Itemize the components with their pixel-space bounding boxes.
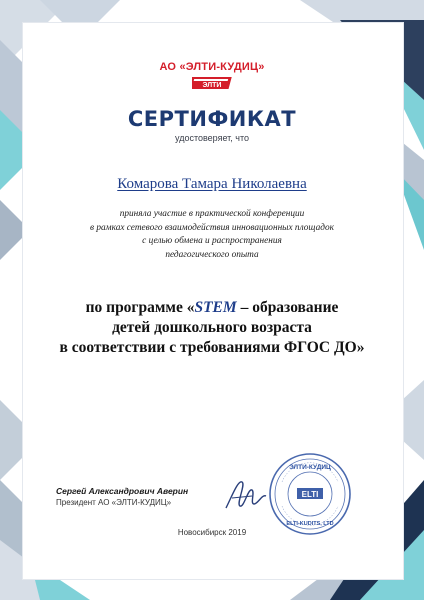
certificate-title: СЕРТИФИКАТ [127, 107, 297, 131]
recipient-name [0, 176, 424, 193]
program-line-1 [0, 298, 424, 318]
company-logo [192, 76, 232, 90]
company-seal [268, 452, 352, 536]
company-name: АО «ЭЛТИ-КУДИЦ» [159, 61, 265, 73]
description-line: приняла участие в практической конференции [119, 209, 305, 219]
logo-text: ЭЛТИ [202, 82, 222, 89]
description-line: педагогического опыта [165, 249, 259, 260]
program-line-2: детей дошкольного возраста [112, 319, 312, 336]
seal-logo-text: ELTI [301, 490, 319, 499]
seal-inner-text: ELTI-KUDITS, LTD [286, 521, 334, 527]
program-line1-rest: – образование [236, 299, 339, 316]
certificate-subtitle: удостоверяет, что [175, 133, 249, 143]
signer-position: Президент АО «ЭЛТИ-КУДИЦ» [56, 498, 172, 507]
city-year: Новосибирск 2019 [177, 528, 247, 537]
program-highlight: STEM [194, 299, 237, 316]
signer-name: Сергей Александрович Аверин [56, 486, 189, 496]
program-title [0, 298, 424, 358]
participation-description [0, 208, 424, 262]
seal-outer-text: ЭЛТИ-КУДИЦ [289, 464, 331, 471]
recipient-name-text: Комарова Тамара Николаевна [117, 176, 307, 192]
description-line: в рамках сетевого взаимодействия инновационных площадок [90, 222, 334, 233]
program-prefix: по программе « [85, 299, 195, 316]
handwritten-signature [222, 474, 270, 516]
description-line: с целью обмена и распространения [142, 236, 282, 246]
program-line-3: в соответствии с требованиями ФГОС ДО» [59, 339, 365, 356]
